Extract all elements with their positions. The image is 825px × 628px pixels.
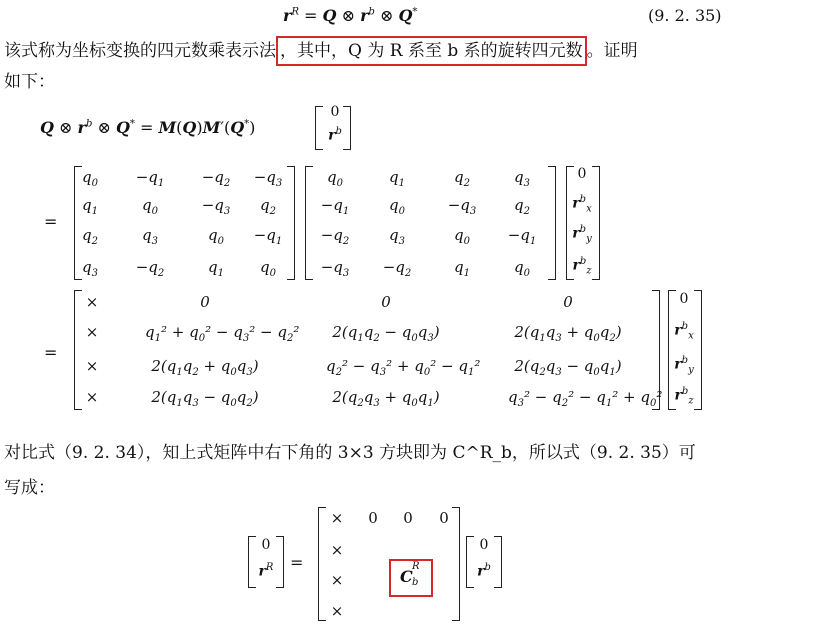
matrix-M-prime-cell: $q_2$ — [514, 196, 530, 217]
matrix-M-cell: $q_3$ — [82, 258, 98, 279]
bracket-right — [343, 106, 351, 150]
matrix-rotation-cell: $q_3^2 - q_2^2 - q_1^2 + q_0^2$ — [508, 388, 663, 409]
vector-rb-2-cell: 0 — [679, 291, 689, 307]
matrix-M-prime-cell: $q_3$ — [514, 168, 530, 189]
paragraph-text-after: 。证明 — [586, 41, 638, 61]
matrix-M-prime-cell: $q_0$ — [454, 226, 470, 247]
highlighted-block-CRb: C R b — [389, 559, 433, 597]
paragraph-text-before: 该式称为坐标变换的四元数乘表示法 — [4, 41, 276, 61]
matrix-M-prime-cell: $q_0$ — [327, 168, 343, 189]
matrix-M-prime-cell: $q_0$ — [389, 196, 405, 217]
matrix-M-prime-cell: $-q_1$ — [507, 226, 537, 247]
vector-cell: $r^b$ — [328, 126, 342, 144]
matrix-M-cell: $q_0$ — [82, 168, 98, 189]
equals-sign-2: = — [44, 343, 58, 362]
matrix-M-cell: $q_2$ — [82, 226, 98, 247]
equals-sign: = — [44, 212, 58, 231]
final-matrix-cell: 0 — [439, 509, 449, 527]
final-matrix-cell: × — [330, 571, 344, 589]
matrix-rotation-cell: $2(q_1q_3 + q_0q_2)$ — [514, 323, 622, 344]
matrix-rotation-cell: 0 — [563, 293, 573, 311]
matrix-M-cell: $-q_3$ — [253, 168, 283, 189]
matrix-M-prime-cell: $-q_3$ — [447, 196, 477, 217]
paragraph-intro — [4, 39, 638, 63]
vector-rb-2-cell: $r^b_y$ — [674, 355, 694, 376]
matrix-rotation-cell: $2(q_1q_2 + q_0q_3)$ — [151, 357, 259, 378]
equation-number: (9. 2. 35) — [648, 6, 722, 25]
vector-rb-cell: $r^b_y$ — [572, 224, 592, 245]
matrix-M-cell: $q_0$ — [142, 196, 158, 217]
matrix-M-cell: $q_1$ — [82, 196, 98, 217]
matrix-rotation-cell: $q_1^2 + q_0^2 - q_3^2 - q_2^2$ — [145, 323, 300, 344]
final-matrix-cell: 0 — [403, 509, 413, 527]
matrix-M-prime-cell: $-q_3$ — [320, 258, 350, 279]
matrix-M-cell: $q_3$ — [142, 226, 158, 247]
matrix-rotation-cell: × — [85, 357, 99, 375]
paragraph-compare: 对比式（9. 2. 34），知上式矩阵中右下角的 3×3 方块即为 C^R_b，所以式（9. 2. 35）可 — [4, 443, 696, 463]
final-matrix-cell: × — [330, 541, 344, 559]
matrix-M-prime-cell: $q_0$ — [514, 258, 530, 279]
matrix-M-prime-cell: $-q_2$ — [382, 258, 412, 279]
matrix-M-cell: $q_2$ — [260, 196, 276, 217]
matrix-M-cell: $-q_1$ — [135, 168, 165, 189]
vector-rb-cell: 0 — [577, 166, 587, 182]
matrix-M-cell: $-q_2$ — [135, 258, 165, 279]
matrix-M-cell: $q_0$ — [208, 226, 224, 247]
vector-rb-cell: $r^b_x$ — [572, 194, 592, 215]
final-matrix-cell: × — [330, 602, 344, 620]
matrix-rotation-cell: $2(q_1q_3 - q_0q_2)$ — [151, 388, 259, 409]
vector-rb-2-cell: $r^b_z$ — [674, 386, 694, 407]
matrix-M-cell: $q_0$ — [260, 258, 276, 279]
matrix-rotation-cell: $2(q_1q_2 - q_0q_3)$ — [332, 323, 440, 344]
vector-rb-cell: $r^b_z$ — [572, 256, 592, 277]
equation-9-2-35: $r^R = Q$ ⊗ $r^b$ ⊗ Q* — [283, 6, 418, 25]
matrix-rotation-cell: $2(q_2q_3 + q_0q_1)$ — [332, 388, 440, 409]
matrix-rotation-cell: × — [85, 323, 99, 341]
matrix-rotation-cell: 0 — [200, 293, 210, 311]
matrix-M-cell: $-q_3$ — [201, 196, 231, 217]
matrix-rotation-cell: $2(q_2q_3 - q_0q_1)$ — [514, 357, 622, 378]
matrix-rotation-cell: × — [85, 293, 99, 311]
matrix-M-cell: $-q_1$ — [253, 226, 283, 247]
final-matrix-cell: × — [330, 509, 344, 527]
matrix-rotation-cell: $q_2^2 - q_3^2 + q_0^2 - q_1^2$ — [326, 357, 481, 378]
matrix-M-prime-cell: $q_3$ — [389, 226, 405, 247]
matrix-M-prime-cell: $q_1$ — [389, 168, 405, 189]
final-equals-sign: = — [290, 553, 304, 572]
matrix-rotation-cell: × — [85, 388, 99, 406]
matrix-M-prime-cell: $-q_1$ — [320, 196, 350, 217]
matrix-M-cell: $q_1$ — [208, 258, 224, 279]
matrix-M-cell: $-q_2$ — [201, 168, 231, 189]
matrix-rotation-cell: 0 — [381, 293, 391, 311]
paragraph-compare-line2: 写成： — [4, 478, 55, 498]
vector-cell: 0 — [330, 104, 340, 120]
equation-main-lhs: Q ⊗ $r^b$ ⊗ Q* = M(Q)M′(Q*) — [40, 118, 256, 137]
highlighted-phrase: ，其中，Q 为 R 系至 b 系的旋转四元数 — [276, 36, 587, 66]
paragraph-line2: 如下： — [4, 72, 55, 92]
matrix-M-prime-cell: $q_2$ — [454, 168, 470, 189]
final-matrix-cell: 0 — [368, 509, 378, 527]
vector-rb-2-cell: $r^b_x$ — [674, 321, 694, 342]
matrix-M-prime-cell: $q_1$ — [454, 258, 470, 279]
matrix-M-prime-cell: $-q_2$ — [320, 226, 350, 247]
